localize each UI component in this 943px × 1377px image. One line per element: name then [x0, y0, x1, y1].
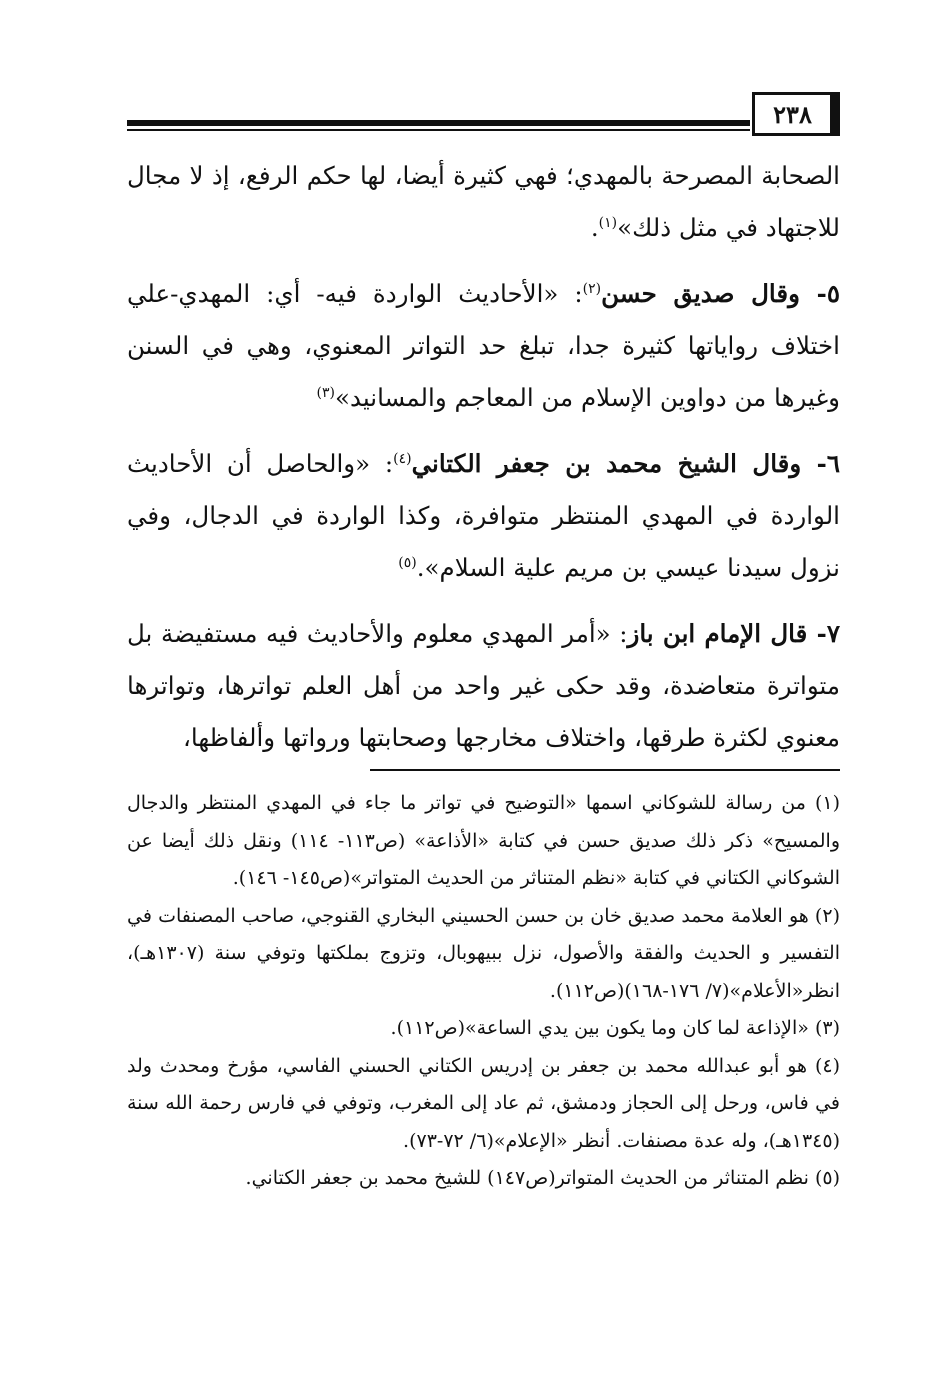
- footnote-ref-4: (٤): [393, 450, 412, 467]
- footnote-5: (٥) نظم المتناثر من الحديث المتواتر(ص١٤٧) للشيخ محمد بن جعفر الكتاني.: [245, 1167, 840, 1189]
- paragraph-6-text: : «والحاصل أن الأحاديث الواردة في المهدي المنتظر متوافرة، وكذا الواردة في الدجال، وفي نزول سيدنا عيسي بن مريم علية السلام».: [127, 449, 840, 582]
- footnote-4: (٤) هو أبو عبدالله محمد بن جعفر بن إدريس الكتاني الحسني الفاسي، مؤرخ ومحدث ولد في فاس، ورحل إلى الحجاز ودمشق، ثم عاد إلى المغرب، وتوفي في فارس رحمة الله سنة (١٣٤٥هـ)، وله عدة مصنفات. أنظر «الإعلام»(٦/ ٧٢-٧٣).: [127, 1054, 840, 1152]
- page-number: ٢٣٨: [752, 92, 840, 136]
- paragraph-1: [127, 150, 840, 254]
- footnote-ref-1: (١): [598, 214, 618, 231]
- paragraph-1-text: الصحابة المصرحة بالمهدي؛ فهي كثيرة أيضا، لها حكم الرفع، إذ لا مجال للاجتهاد في مثل ذلك»: [127, 161, 840, 242]
- footnotes: [127, 785, 840, 1198]
- footnote-separator: [370, 769, 840, 771]
- paragraph-1-end: .: [590, 213, 599, 242]
- header-rule-thin: [127, 129, 750, 131]
- paragraph-6-number: ٦-: [801, 449, 841, 478]
- footnote-1: (١) من رسالة للشوكاني اسمها «التوضيح في تواتر ما جاء في المهدي المنتظر والدجال والمسيح» ذكر ذلك صديق حسن في كتابة «الأذاعة» (ص١١٣- ١١٤) ونقل ذلك أيضا عن الشوكاني الكتاني في كتابة «نظم المتناثر من الحديث المتواتر»(ص١٤٥- ١٤٦).: [127, 792, 840, 889]
- paragraph-7-number: ٧-: [807, 619, 840, 648]
- page-header: [127, 92, 840, 142]
- footnote-2: (٢) هو العلامة محمد صديق خان بن حسن الحسيني البخاري القنوجي، صاحب المصنفات في التفسير و الحديث والفقة والأصول، نزل ببيهوبال، وتزوج بملكتها وتوفي سنة (١٣٠٧هـ)، انظر«الأعلام»(٧/ ١٧٦-١٦٨)(ص١١٢).: [127, 904, 840, 1002]
- paragraph-5-number: ٥-: [799, 279, 841, 308]
- paragraph-5: [127, 268, 840, 424]
- paragraph-5-lead: وقال صديق حسن: [601, 279, 800, 308]
- main-text: [127, 150, 840, 764]
- paragraph-6-lead: وقال الشيخ محمد بن جعفر الكتاني: [411, 449, 802, 478]
- paragraph-7-lead: قال الإمام ابن باز: [627, 619, 808, 648]
- paragraph-5-text: : «الأحاديث الواردة فيه- أي: المهدي-علي اختلاف رواياتها كثيرة جدا، تبلغ حد التواتر المعنوي، وهي في السنن وغيرها من دواوين الإسلام من المعاجم والمسانيد»: [127, 279, 840, 412]
- paragraph-6: [127, 438, 840, 594]
- footnote-3: (٣) «الإذاعة لما كان وما يكون بين يدي الساعة»(ص١١٢).: [390, 1017, 840, 1039]
- paragraph-7: [127, 608, 840, 764]
- footnote-ref-5: (٥): [398, 554, 417, 571]
- header-rule-thick: [127, 120, 750, 126]
- footnote-ref-3: (٣): [316, 384, 336, 401]
- footnote-ref-2: (٢): [582, 280, 602, 297]
- paragraph-7-text: : «أمر المهدي معلوم والأحاديث فيه مستفيضة بل متواترة متعاضدة، وقد حكى غير واحد من أهل العلم تواترها، وتواترها معنوي لكثرة طرقها، واختلاف مخارجها وصحابتها ورواتها وألفاظها،: [127, 619, 840, 752]
